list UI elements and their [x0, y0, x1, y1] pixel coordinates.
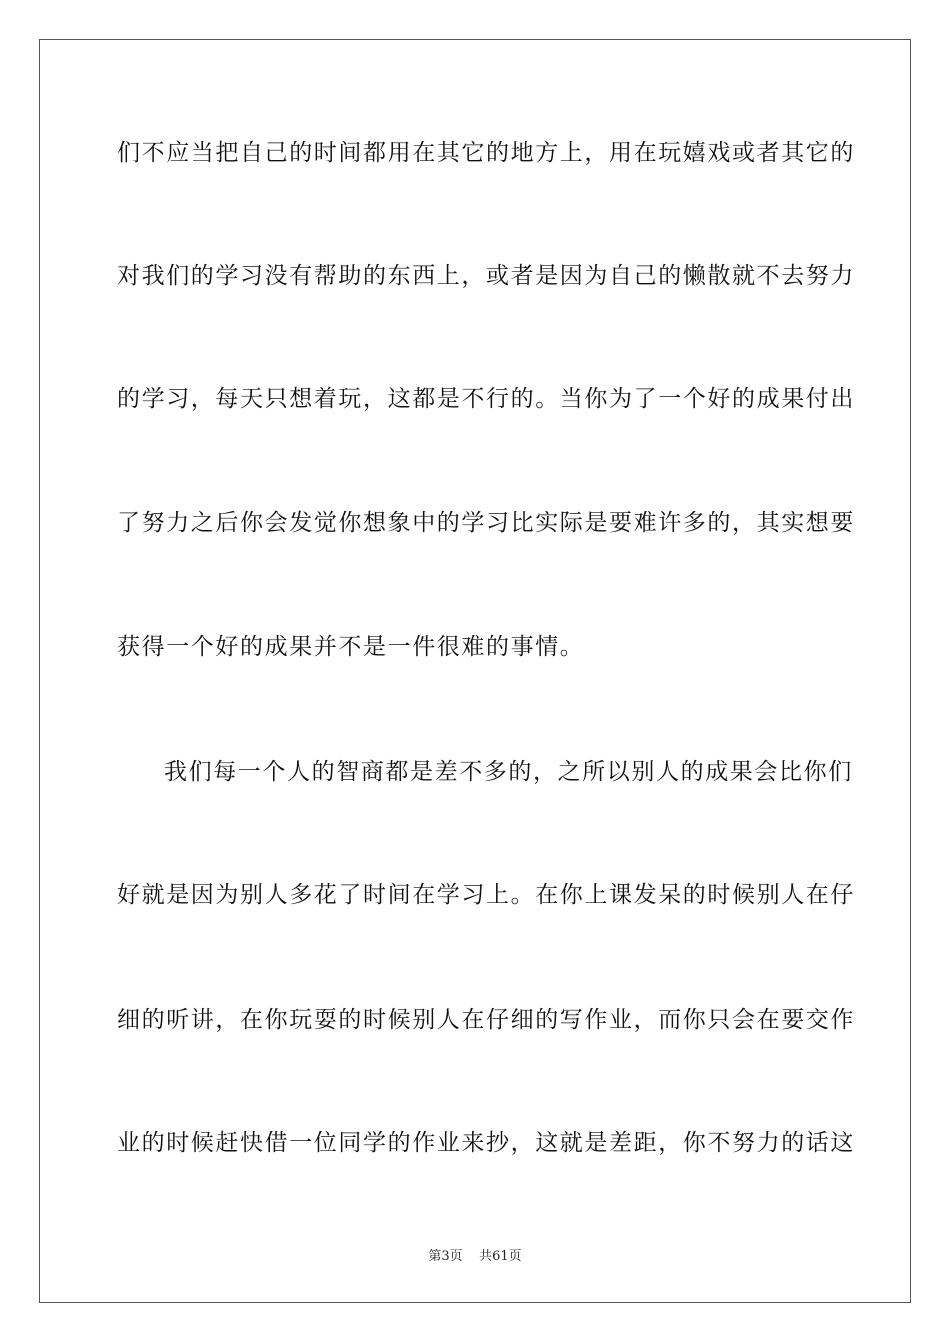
- page-total: 共61页: [479, 1249, 522, 1264]
- paragraph-line: 对我们的学习没有帮助的东西上，或者是因为自己的懒散就不去努力: [117, 263, 855, 289]
- paragraph-line: 好就是因为别人多花了时间在学习上。在你上课发呆的时候别人在仔: [117, 882, 855, 908]
- paragraph-line: 业的时候赶快借一位同学的作业来抄，这就是差距，你不努力的话这: [117, 1130, 855, 1156]
- paragraph-line: 的学习，每天只想着玩，这都是不行的。当你为了一个好的成果付出: [117, 386, 855, 412]
- page-footer: [0, 1248, 950, 1266]
- paragraph-line: 细的听讲，在你玩耍的时候别人在仔细的写作业，而你只会在要交作: [117, 1007, 855, 1033]
- page-border: [39, 39, 911, 1303]
- page-number: 第3页: [428, 1249, 463, 1264]
- paragraph-line: 们不应当把自己的时间都用在其它的地方上，用在玩嬉戏或者其它的: [117, 140, 855, 166]
- paragraph-line: 了努力之后你会发觉你想象中的学习比实际是要难许多的，其实想要: [117, 510, 855, 536]
- paragraph-line: 获得一个好的成果并不是一件很难的事情。: [117, 634, 585, 660]
- paragraph-line: 我们每一个人的智商都是差不多的，之所以别人的成果会比你们: [164, 759, 853, 785]
